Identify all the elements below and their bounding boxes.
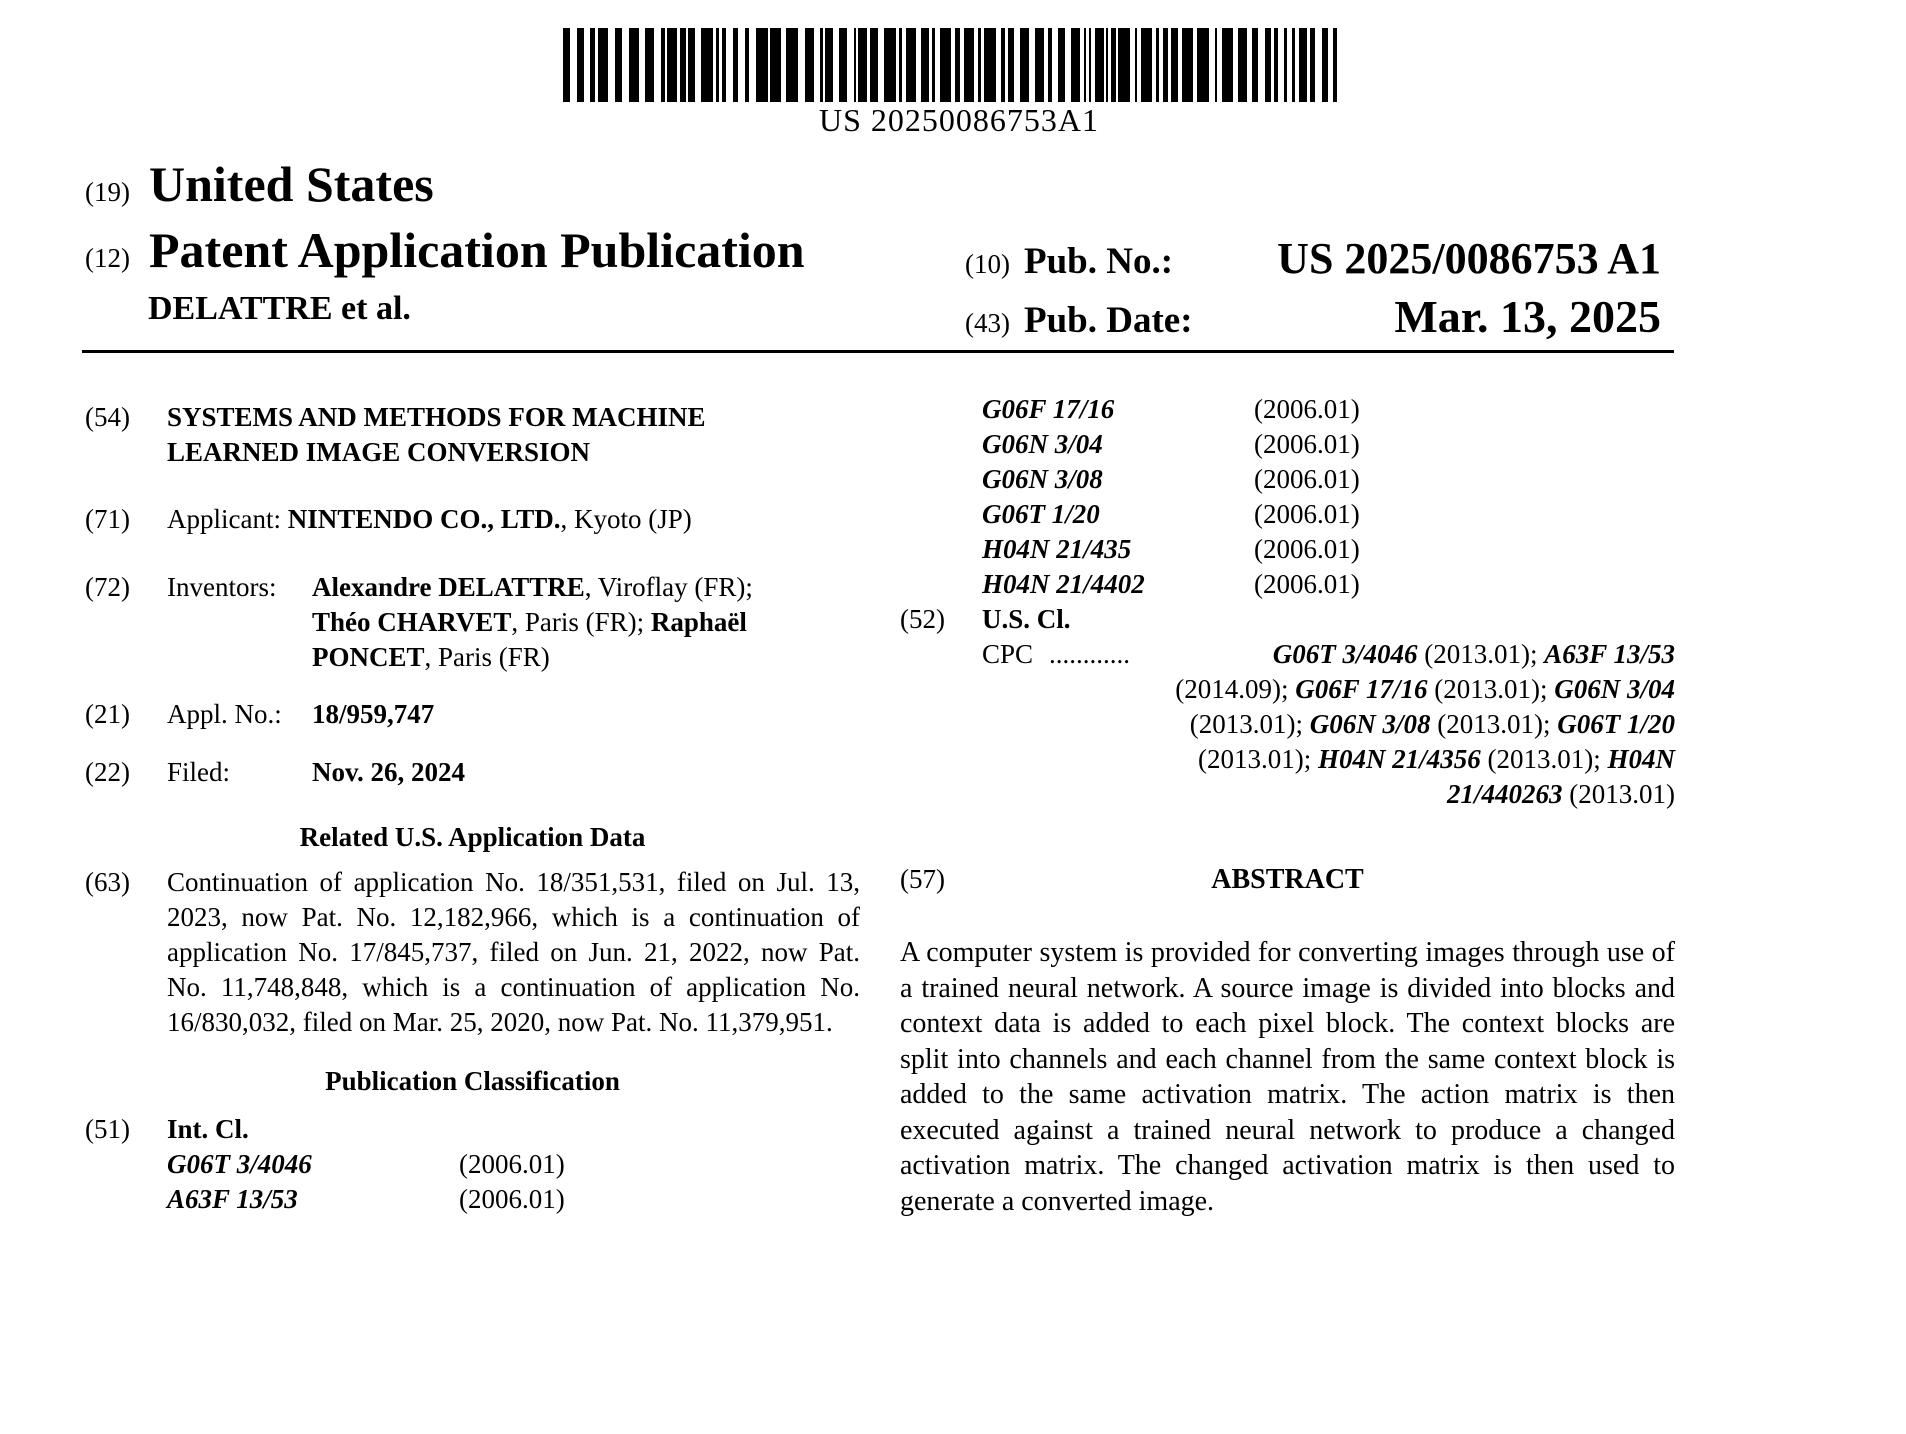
class-version: (2006.01) — [459, 1184, 565, 1214]
appl-no-value: 18/959,747 — [312, 699, 435, 729]
class-version: (2006.01) — [459, 1149, 565, 1179]
int-cl-label: Int. Cl. — [167, 1114, 249, 1144]
pub-date-value: Mar. 13, 2025 — [1394, 291, 1661, 342]
int-cl-entry — [982, 462, 1675, 497]
int-cl-entry — [982, 497, 1675, 532]
int-cl-list-left — [167, 1147, 860, 1217]
doc-type: Patent Application Publication — [149, 222, 805, 278]
barcode — [563, 28, 1355, 102]
ref-code-19: (19) — [85, 177, 130, 207]
ref-code-71: (71) — [85, 504, 130, 534]
class-version: (2006.01) — [1254, 569, 1360, 599]
int-cl-continued-spacer — [900, 392, 982, 602]
class-code: H04N 21/4402 — [982, 569, 1145, 599]
int-cl-entry — [167, 1147, 860, 1182]
int-cl-entry — [982, 532, 1675, 567]
pub-no-value: US 2025/0086753 A1 — [1277, 234, 1661, 283]
class-version: (2006.01) — [1254, 429, 1360, 459]
class-version: (2006.01) — [1254, 499, 1360, 529]
filed-label: Filed: — [167, 757, 231, 787]
continuation-text: Continuation of application No. 18/351,531, filed on Jul. 13, 2023, now Pat. No. 12,182,966, which is a continuation of application No. 17/845,737, filed on Jun. 21, 2022, now Pat. No. 11,748,848, which is a continuation of application No. 16/830,032, filed on Mar. 25, 2020, now Pat. No. 11,379,951. — [167, 867, 860, 1037]
class-code: G06F 17/16 — [982, 394, 1115, 424]
int-cl-entry — [982, 392, 1675, 427]
inventors-body — [167, 570, 860, 675]
right-column — [900, 394, 1675, 1219]
publication-classification-heading: Publication Classification — [325, 1066, 620, 1096]
class-code: H04N 21/435 — [982, 534, 1132, 564]
cpc-statement: CPC ............ G06T 3/4046 (2013.01); A63F 13/53 (2014.09); G06F 17/16 (2013.01); G06N 3/04 (2013.01); G06N 3/08 (2013.01); G06T 1/20 (2013.01); H04N 21/4356 (2013.01); H04N 21/440263 (2013.01) — [982, 639, 1675, 809]
left-column — [85, 398, 860, 1219]
class-code: G06N 3/08 — [982, 464, 1103, 494]
inventors-label: Inventors: — [167, 572, 277, 602]
appl-no-item — [85, 697, 860, 732]
class-code: A63F 13/53 — [167, 1184, 298, 1214]
class-version: (2006.01) — [1254, 534, 1360, 564]
applicant-label: Applicant: — [167, 504, 281, 534]
us-cl-label: U.S. Cl. — [982, 604, 1071, 634]
doc-type-line — [85, 224, 805, 284]
abstract-heading-item — [900, 862, 1675, 897]
ref-code-63: (63) — [85, 867, 130, 897]
inventors-value: Alexandre DELATTRE, Viroflay (FR); Théo CHARVET, Paris (FR); Raphaël PONCET, Paris (FR) — [312, 572, 753, 672]
filed-item — [85, 755, 860, 790]
class-version: (2006.01) — [1254, 394, 1360, 424]
related-data-heading: Related U.S. Application Data — [299, 822, 646, 852]
class-code: G06T 1/20 — [982, 499, 1100, 529]
abstract-heading: ABSTRACT — [1211, 864, 1364, 895]
pub-date-label: Pub. Date: — [1023, 300, 1193, 341]
country-name: United States — [149, 156, 434, 212]
ref-code-57: (57) — [900, 864, 945, 894]
content-columns — [85, 394, 1675, 1219]
int-cl-item — [85, 1112, 860, 1217]
us-cl-item — [900, 602, 1675, 812]
int-cl-list-right — [982, 392, 1675, 602]
abstract-text: A computer system is provided for converting images through use of a trained neural network. A source image is divided into blocks and context data is added to each pixel block. The context blocks are split into channels and each channel from the same context block is added to the same activation matrix. The action matrix is then executed against a trained neural network to produce a changed activation matrix. The changed activation matrix is then used to generate a converted image. — [900, 937, 1675, 1217]
ref-code-72: (72) — [85, 572, 130, 602]
inventors-item — [85, 570, 860, 675]
cpc-label: CPC — [982, 639, 1034, 669]
filed-body — [167, 755, 860, 790]
barcode-number: US 20250086753A1 — [818, 102, 1099, 138]
appl-no-label: Appl. No.: — [167, 699, 282, 729]
ref-code-54: (54) — [85, 402, 130, 432]
ref-code-12: (12) — [85, 243, 130, 273]
ref-code-10: (10) — [965, 249, 1010, 279]
pub-no-row — [965, 233, 1661, 284]
authors-line: DELATTRE et al. — [148, 290, 411, 327]
pub-date-row — [965, 290, 1661, 343]
us-cl-body — [982, 602, 1675, 812]
ref-code-52: (52) — [900, 604, 945, 634]
invention-title: SYSTEMS AND METHODS FOR MACHINE LEARNED IMAGE CONVERSION — [167, 402, 706, 467]
applicant-body — [167, 502, 860, 537]
int-cl-continued-item — [900, 392, 1675, 602]
class-version: (2006.01) — [1254, 464, 1360, 494]
class-code: G06T 3/4046 — [167, 1149, 312, 1179]
applicant-item — [85, 502, 860, 537]
ref-code-43: (43) — [965, 308, 1010, 338]
continuation-item — [85, 865, 860, 1040]
int-cl-entry — [982, 567, 1675, 602]
cpc-leader-dots: ............ — [1049, 639, 1131, 669]
int-cl-body — [167, 1112, 860, 1217]
int-cl-entry — [167, 1182, 860, 1217]
ref-code-21: (21) — [85, 699, 130, 729]
int-cl-entry — [982, 427, 1675, 462]
applicant-value: NINTENDO CO., LTD., Kyoto (JP) — [287, 504, 692, 534]
header-divider — [82, 350, 1674, 353]
invention-title-item — [85, 400, 860, 470]
appl-no-body — [167, 697, 860, 732]
filed-value: Nov. 26, 2024 — [312, 757, 466, 787]
pub-no-label: Pub. No.: — [1023, 241, 1174, 282]
ref-code-22: (22) — [85, 757, 130, 787]
class-code: G06N 3/04 — [982, 429, 1103, 459]
ref-code-51: (51) — [85, 1114, 130, 1144]
country-line — [85, 158, 434, 218]
